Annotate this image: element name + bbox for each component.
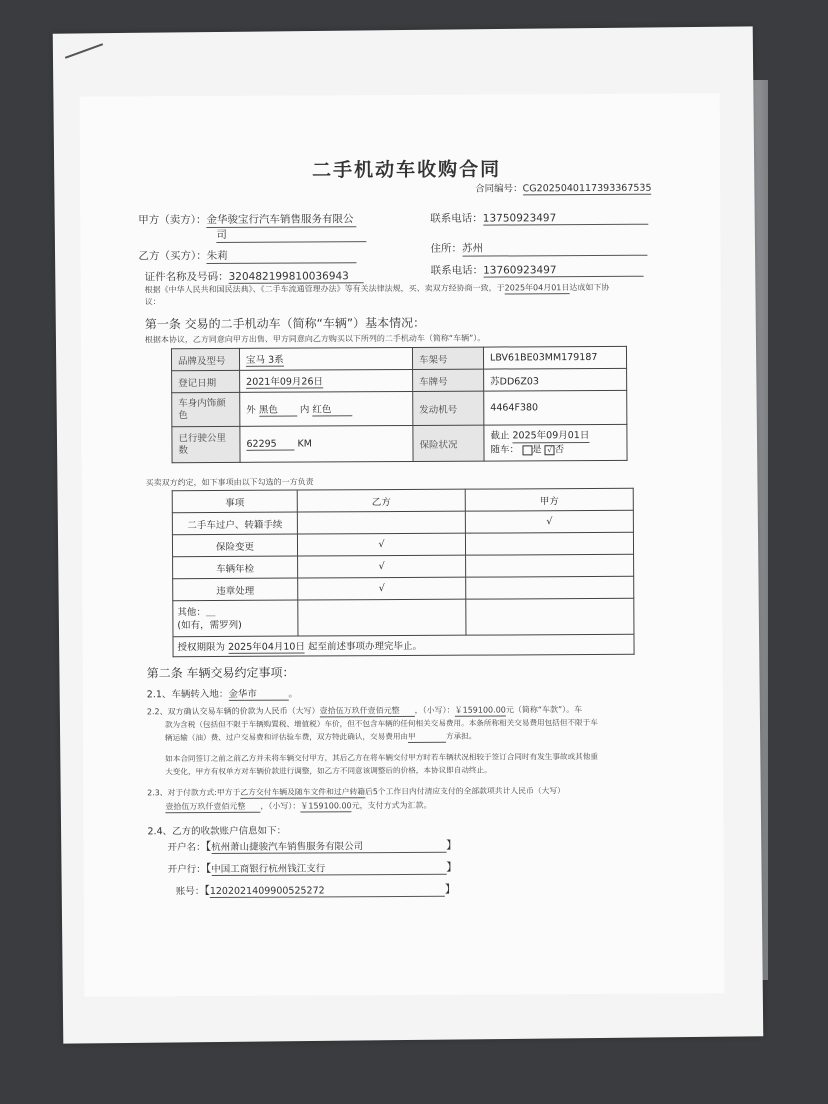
- resp-item: 保险变更: [172, 534, 297, 557]
- brand-value: 宝马 3系: [246, 352, 284, 367]
- party-a-value-2: 司: [216, 226, 366, 243]
- insurance-label: 保险状况: [413, 425, 484, 461]
- engine-label: 发动机号: [413, 391, 484, 425]
- account-name-label: 开户名：: [167, 842, 206, 854]
- clause-2-3: [147, 785, 565, 799]
- insurance-until-date: 2025年09月01日: [512, 430, 590, 442]
- resp-other-label: 其他：＿: [177, 606, 216, 618]
- clause-2-1-suffix: 。: [288, 688, 298, 700]
- resp-check-a: [466, 576, 634, 599]
- contract-no: [475, 180, 651, 196]
- contract-no-value: CG2025040117393367535: [522, 182, 652, 195]
- account-no-row: 账号：【1202021409900525272 】: [175, 882, 456, 898]
- deadline-suffix: 起至前述事项办理完毕止。: [307, 640, 423, 653]
- vin-value: LBV61BE03MM179187: [483, 346, 626, 369]
- clause-2-3-line2: [165, 800, 431, 813]
- mileage-value: 62295: [246, 438, 294, 450]
- plate-label: 车牌号: [413, 369, 484, 391]
- resp-header-item: 事项: [172, 490, 297, 513]
- clause-2-2-unit: 元（简称“车款”）。车: [505, 705, 583, 715]
- party-a-label: 甲方（卖方）：: [138, 214, 207, 227]
- responsibility-table: [172, 488, 635, 657]
- resp-check-b: √: [297, 533, 465, 556]
- clause-2-3-small-label: ，（小写）：: [260, 801, 301, 811]
- reg-date-label: 登记日期: [172, 370, 240, 392]
- clause-2-3-mid: 后5个工作日内付清应支付的全部款项共计人民币（大写）: [365, 786, 565, 797]
- phone-b-label: 联系电话：: [430, 264, 484, 277]
- brand-cell: [239, 347, 412, 370]
- clause-2-2-small-label: ，（小写）：: [414, 705, 455, 715]
- resp-intro: 买卖双方约定，如下事项由以下勾选的一方负责: [145, 477, 314, 488]
- mileage-cell: [240, 425, 413, 462]
- phone-b-value: 13760923497: [483, 264, 643, 278]
- address-value: 苏州: [462, 240, 647, 257]
- account-name-row: 开户名：【杭州萧山捷骏汽车销售服务有限公司 】: [167, 838, 458, 854]
- deadline-prefix: 授权期限为: [177, 641, 226, 654]
- bank-row: 开户行：【中国工商银行杭州钱江支行 】: [167, 860, 458, 876]
- bank-value: 中国工商银行杭州钱江支行: [211, 860, 446, 876]
- resp-item: 车辆年检: [173, 556, 298, 579]
- resp-other-note: (如有，需罗列): [177, 619, 242, 631]
- account-no-value: 1202021409900525272: [210, 885, 445, 898]
- contract-no-label: 合同编号：: [475, 183, 523, 195]
- reg-date-cell: [240, 369, 413, 392]
- engine-value: 4464F380: [484, 390, 627, 425]
- clause-2-3-suffix: 元，支付方式为汇款。: [351, 800, 432, 811]
- color-in-prefix: 内: [299, 404, 310, 416]
- clause-2-3-prefix: 2.3、对于付款方式:甲方于: [147, 787, 241, 798]
- clause-2-2-line2: 款为含税（包括但不限于车辆购置税、增值税）车价，但不包含车辆的任何相关交易费用。本条所称相关交易费用包括但不限于车: [164, 717, 598, 730]
- article1-heading: 第一条 交易的二手机动车（简称“车辆”）基本情况：: [144, 315, 426, 332]
- address: [430, 240, 647, 257]
- table-row: [172, 510, 633, 534]
- resp-other-b: [298, 599, 466, 636]
- clause-2-2-amount: ￥159100.00: [454, 705, 506, 715]
- brand-label: 品牌及型号: [171, 348, 239, 370]
- basis-paragraph: [145, 282, 610, 296]
- reg-date-value: 2021年09月26日: [246, 373, 323, 388]
- color-out-value: 黑色: [259, 402, 297, 417]
- deadline-cell: [173, 634, 634, 656]
- article1-intro: 根据本协议，乙方同意向甲方出售、甲方同意向乙方购买以下所列的二手机动车（简称“车辆”）。: [144, 333, 486, 345]
- phone-a: [430, 210, 648, 226]
- basis-text-3: 议：: [144, 297, 161, 307]
- resp-check-a: [466, 554, 634, 577]
- party-b: [138, 247, 356, 264]
- clause-2-4: 2.4、乙方的收款账户信息如下：: [147, 825, 287, 838]
- insurance-cell: [484, 424, 627, 461]
- resp-item: 二手车过户、转籍手续: [172, 512, 297, 535]
- clause-2-2-line3: [165, 731, 476, 745]
- table-row: [173, 554, 634, 578]
- table-row: [173, 598, 634, 636]
- clause-2-2-payer: 甲: [408, 731, 446, 743]
- checkbox-no-label: 否: [554, 444, 565, 456]
- article2-heading: 第二条 车辆交易约定事项：: [146, 665, 295, 681]
- clause-2-2-prefix: 2.2、双方确认交易车辆的价款为人民币（大写）: [146, 706, 320, 717]
- account-name-value: 杭州萧山捷骏汽车销售服务有限公司: [211, 838, 446, 854]
- insurance-until-prefix: 截止: [490, 430, 510, 442]
- basis-text-2: 达成如下协: [569, 282, 610, 293]
- basis-date: 2025年04月01日: [504, 283, 570, 293]
- table-row: [172, 532, 633, 556]
- color-in-value: 红色: [312, 401, 352, 416]
- party-b-value: 朱莉: [207, 247, 357, 264]
- clause-2-3-upper: 壹拾伍万玖仟壹佰元整: [165, 801, 260, 813]
- clause-2-1-value: 金华市: [228, 686, 288, 701]
- resp-header-b: 乙方: [297, 489, 465, 512]
- id-doc-label: 证件名称及号码：: [144, 270, 229, 284]
- address-label: 住所：: [430, 242, 462, 255]
- color-label: 车身内饰颜色: [172, 392, 240, 426]
- clause-2-1-label: 2.1、车辆转入地：: [146, 688, 229, 701]
- mileage-unit: KM: [297, 437, 312, 450]
- checkbox-no[interactable]: √: [545, 445, 555, 455]
- phone-a-value: 13750923497: [483, 212, 648, 226]
- resp-item: 违章处理: [173, 578, 298, 601]
- resp-header-a: 甲方: [465, 488, 633, 511]
- resp-check-a: √: [465, 510, 633, 533]
- basis-text: 根据《中华人民共和国民法典》、《二手车流通管理办法》等有关法律法规，买、卖双方经协商一致，于: [144, 283, 505, 295]
- color-out-prefix: 外: [246, 404, 256, 416]
- bank-label: 开户行：: [167, 864, 206, 876]
- resp-other-cell: [173, 600, 298, 637]
- checkbox-yes[interactable]: [522, 445, 532, 455]
- clause-2-3-amount: ￥159100.00: [300, 801, 352, 811]
- vin-label: 车架号: [412, 347, 483, 369]
- clause-2-3-condition: 乙方交付车辆及随车文件和过户转籍: [240, 787, 366, 797]
- resp-check-a: [465, 532, 633, 555]
- account-no-label: 账号：: [175, 886, 205, 898]
- resp-other-a: [466, 598, 634, 635]
- deadline-date: 2025年04月10日: [228, 639, 305, 654]
- clause-2-2-line3-suffix: 方承担。: [445, 731, 477, 741]
- page-title: 二手机动车收购合同: [311, 158, 502, 182]
- resp-check-b: [297, 511, 465, 534]
- vehicle-info-table: [171, 346, 628, 463]
- phone-b: [431, 262, 644, 278]
- plate-value: 苏DD6Z03: [484, 368, 627, 391]
- party-a-line2: [216, 226, 366, 243]
- insurance-transfer-label: 随车：: [490, 444, 520, 456]
- clause-2-2-upper: 壹拾伍万玖仟壹佰元整: [320, 705, 415, 717]
- mileage-label: 已行驶公里数: [172, 426, 240, 462]
- clause-2-2-line3-prefix: 辆运输（油）费、过户交易费和评估验车费，双方特此确认，交易费用由: [164, 731, 409, 743]
- clause-2-1: [147, 686, 298, 702]
- color-cell: [240, 391, 413, 426]
- party-a-value: 金华骏宝行汽车销售服务有限公: [207, 211, 357, 228]
- id-doc: [145, 268, 364, 284]
- clause-2-2-note2: 大变化，甲方有权单方对车辆价款进行调整，如乙方不同意该调整后的价格，本协议即自动终止。: [165, 765, 492, 777]
- clause-2-2: [147, 704, 582, 718]
- party-b-label: 乙方（买方）：: [138, 250, 207, 263]
- table-row: [173, 576, 634, 600]
- checkbox-yes-label: 是: [532, 444, 542, 456]
- resp-check-b: √: [298, 555, 466, 578]
- phone-a-label: 联系电话：: [430, 212, 483, 225]
- clause-2-2-note1: 如本合同签订之前之前乙方并未将车辆交付甲方，其后乙方在将车辆交付甲方时若车辆状况相较于签订合同时有发生事故或其他重: [165, 751, 598, 764]
- resp-check-b: √: [298, 577, 466, 600]
- contract-document: [80, 93, 725, 996]
- id-doc-value: 320482199810036943: [229, 270, 364, 284]
